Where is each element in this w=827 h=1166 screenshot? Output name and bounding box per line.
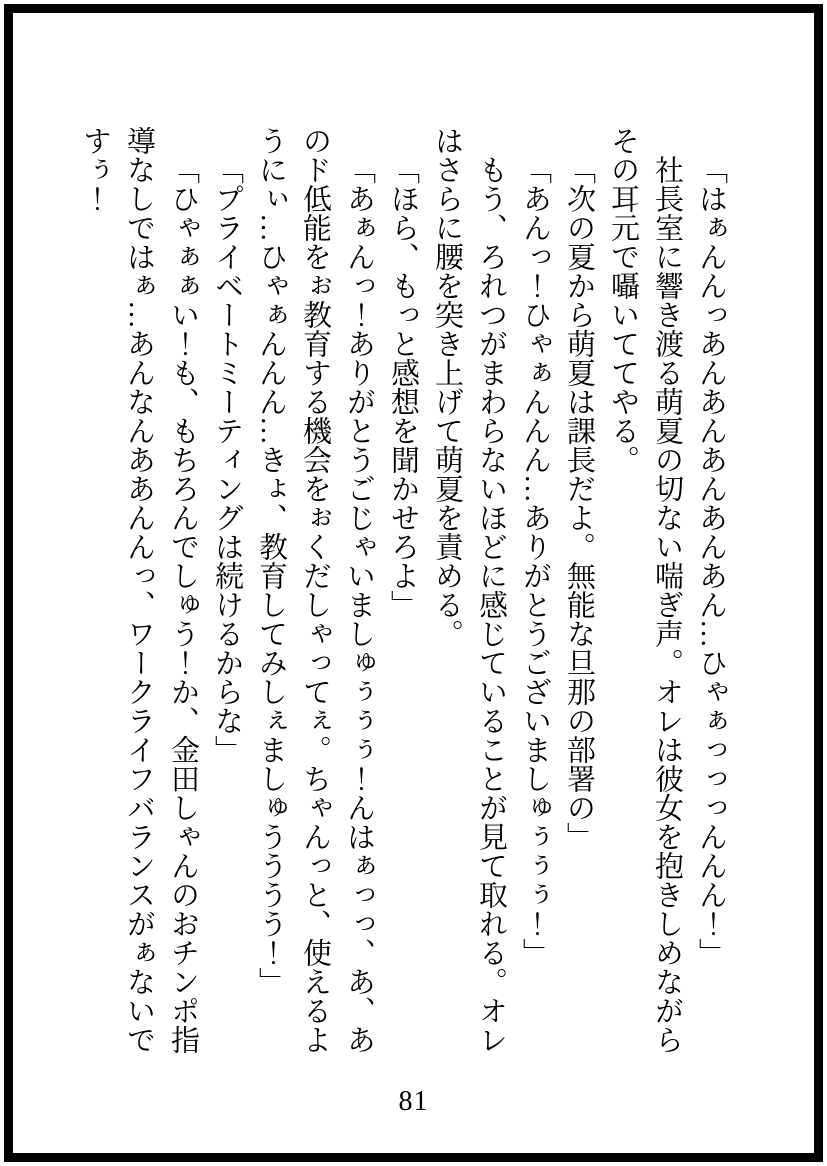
text-line-12: 「プライベートミーティングは続けるからな」 <box>211 155 243 764</box>
text-line-10: のド低能をぉ教育する機会をぉくだしゃってぇ。ちゃんっと、使えるよ <box>299 126 331 1054</box>
text-line-1: 「はぁんんっあんあんあんあんあん…ひゃぁっっっんんん！」 <box>695 155 727 967</box>
text-line-7: はさらに腰を突き上げて萌夏を責める。 <box>431 126 463 648</box>
text-line-3: その耳元で囁いててやる。 <box>607 126 639 474</box>
text-line-4: 「次の夏から萌夏は課長だよ。無能な旦那の部署の」 <box>563 155 595 851</box>
text-line-6: もう、ろれつがまわらないほどに感じていることが見て取れる。オレ <box>475 155 507 1054</box>
text-line-11: うにぃ…ひゃぁんんん…きょ、教育してみしぇましゅうううう！」 <box>255 126 287 996</box>
text-line-15: すぅ！ <box>79 126 111 213</box>
vertical-text-area <box>73 126 733 1068</box>
text-line-14: 導なしではぁ…あんなんああんんっ、ワークライフバランスがぁないで <box>123 126 155 1054</box>
text-line-2: 社長室に響き渡る萌夏の切ない喘ぎ声。オレは彼女を抱きしめながら <box>651 155 683 1054</box>
text-line-5: 「あんっ！ひゃぁんんん…ありがとうございましゅぅぅぅ！」 <box>519 155 551 967</box>
page-number: 81 <box>398 1086 429 1117</box>
text-line-13: 「ひゃぁぁい！も、もちろんでしゅう！か、金田しゃんのおチンポ指 <box>167 155 199 1054</box>
text-line-8: 「ほら、もっと感想を聞かせろよ」 <box>387 155 419 619</box>
text-line-9: 「あぁんっ！ありがとうごじゃいましゅぅぅぅ！んはぁっっ、あ、あ <box>343 155 375 1054</box>
